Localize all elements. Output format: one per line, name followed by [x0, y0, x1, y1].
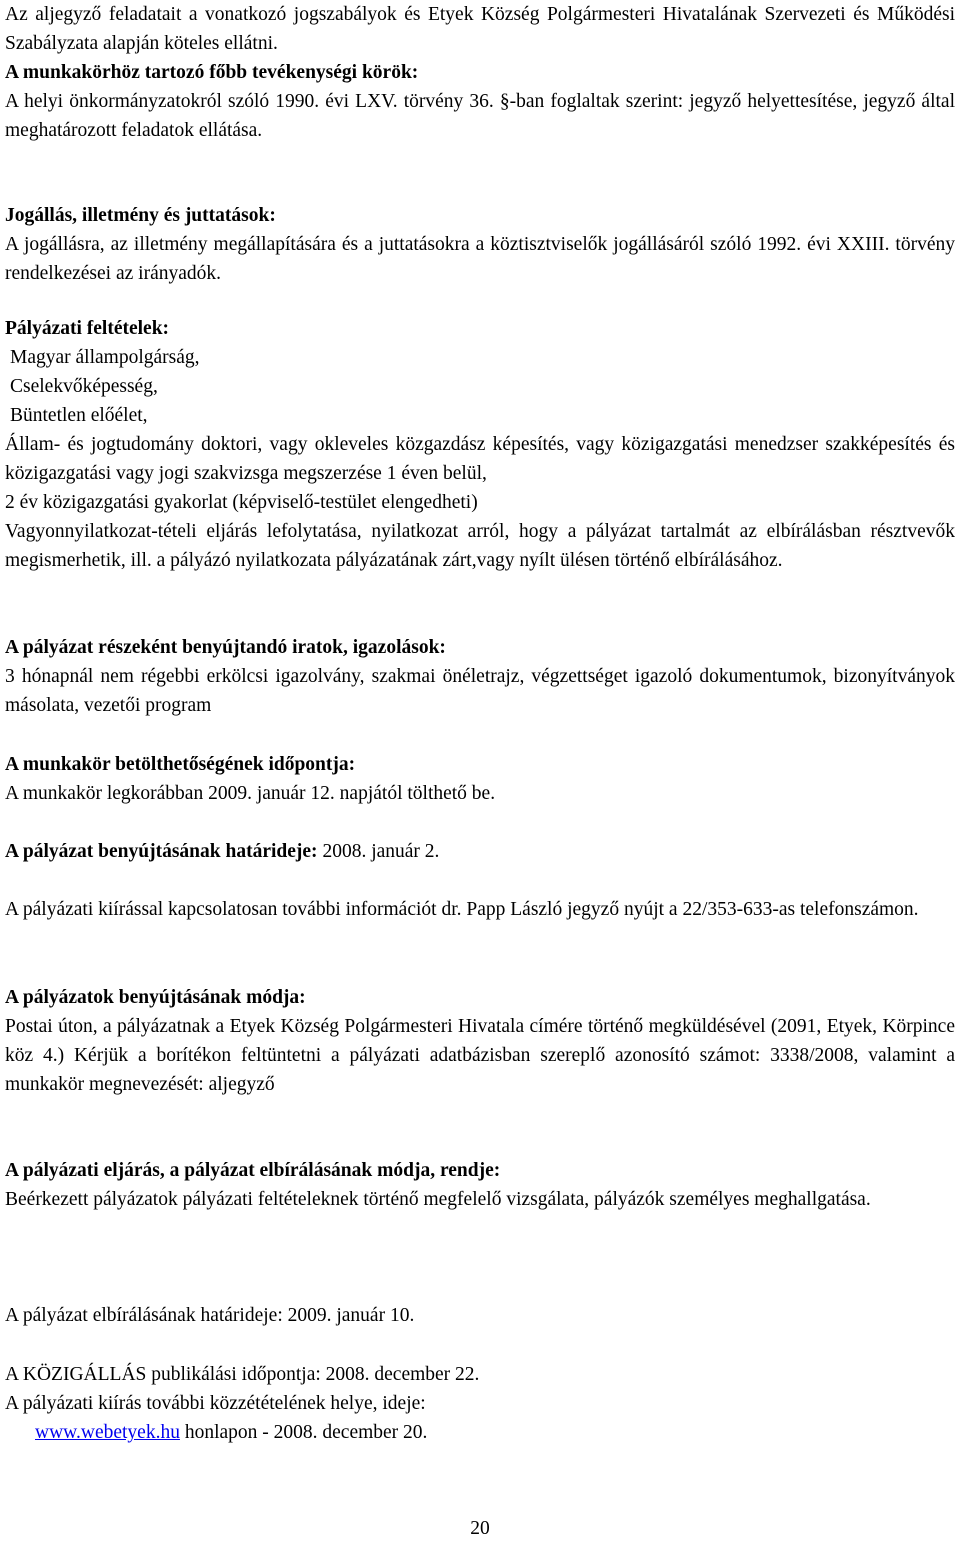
deadline-heading: A pályázat benyújtásának határideje:	[5, 841, 318, 862]
conditions-heading: Pályázati feltételek:	[5, 318, 170, 339]
further-publication-rest: honlapon - 2008. december 20.	[179, 1422, 428, 1443]
condition-item: Cselekvőképesség,	[10, 376, 158, 397]
status-text: A jogállásra, az illetmény megállapítására és a juttatásokra a köztisztviselők jogállásáról szóló 1992. évi XXIII. törvény rendelkezései az irányadók.	[5, 234, 955, 284]
page-number: 20	[470, 1518, 490, 1539]
condition-item: Büntetlen előélet,	[10, 405, 148, 426]
scope-heading: A munkakörhöz tartozó főbb tevékenységi körök:	[5, 62, 419, 83]
publication-section	[5, 1360, 955, 1447]
fill-date-heading: A munkakör betölthetőségének időpontja:	[5, 754, 356, 775]
procedure-section	[5, 1156, 955, 1214]
status-heading: Jogállás, illetmény és juttatások:	[5, 205, 276, 226]
conditions-section	[5, 314, 955, 575]
fill-date-section	[5, 750, 955, 808]
scope-section	[5, 58, 955, 145]
procedure-text: Beérkezett pályázatok pályázati feltételeknek történő megfelelő vizsgálata, pályázók személyes meghallgatása.	[5, 1189, 871, 1210]
procedure-heading: A pályázati eljárás, a pályázat elbírálásának módja, rendje:	[5, 1160, 501, 1181]
website-link[interactable]: www.webetyek.hu	[35, 1422, 180, 1443]
documents-text: 3 hónapnál nem régebbi erkölcsi igazolvány, szakmai önéletrajz, végzettséget igazoló dokumentumok, bizonyítványok másolata, vezetői program	[5, 666, 955, 716]
scope-text: A helyi önkormányzatokról szóló 1990. évi LXV. törvény 36. §-ban foglaltak szerint: jegyző helyettesítése, jegyző által meghatározott feladatok ellátása.	[5, 91, 955, 141]
deadline-line	[5, 837, 955, 866]
documents-section	[5, 633, 955, 720]
submission-section	[5, 983, 955, 1099]
submission-text: Postai úton, a pályázatnak a Etyek Község Polgármesteri Hivatala címére történő megküldésével (2091, Etyek, Körpince köz 4.) Kérjük a borítékon feltüntetni a pályázati adatbázisban szereplő azonosító számot: 3338/2008, valamint a munkakör megnevezését: aljegyző	[5, 1016, 955, 1095]
further-publication-label: A pályázati kiírás további közzétételének helye, ideje:	[5, 1393, 426, 1414]
condition-item: Magyar állampolgárság,	[10, 347, 200, 368]
documents-heading: A pályázat részeként benyújtandó iratok, igazolások:	[5, 637, 446, 658]
fill-date-text: A munkakör legkorábban 2009. január 12. napjától tölthető be.	[5, 783, 496, 804]
intro-paragraph: Az aljegyző feladatait a vonatkozó jogszabályok és Etyek Község Polgármesteri Hivatalának Szervezeti és Működési Szabályzata alapján köteles ellátni.	[5, 4, 955, 54]
condition-experience: 2 év közigazgatási gyakorlat (képviselő-testület elengedheti)	[5, 492, 478, 513]
condition-declaration: Vagyonnyilatkozat-tételi eljárás lefolytatása, nyilatkozat arról, hogy a pályázat tartalmát az elbírálásban résztvevők megismerhetik, ill. a pályázó nyilatkozata pályázatának zárt,vagy nyílt ülésen történő elbírálásához.	[5, 521, 955, 571]
further-publication-line	[5, 1418, 955, 1447]
publication-line: A KÖZIGÁLLÁS publikálási időpontja: 2008. december 22.	[5, 1364, 480, 1385]
submission-heading: A pályázatok benyújtásának módja:	[5, 987, 306, 1008]
condition-qualification: Állam- és jogtudomány doktori, vagy okleveles közgazdász képesítés, vagy közigazgatási menedzser szakképesítés és közigazgatási vagy jogi szakvizsga megszerzése 1 éven belül,	[5, 434, 955, 484]
info-paragraph: A pályázati kiírással kapcsolatosan további információt dr. Papp László jegyző nyújt a 22/353-633-as telefonszámon.	[5, 899, 919, 920]
status-section	[5, 201, 955, 288]
deadline-value: 2008. január 2.	[317, 841, 440, 862]
evaluation-deadline: A pályázat elbírálásának határideje: 2009. január 10.	[5, 1305, 415, 1326]
